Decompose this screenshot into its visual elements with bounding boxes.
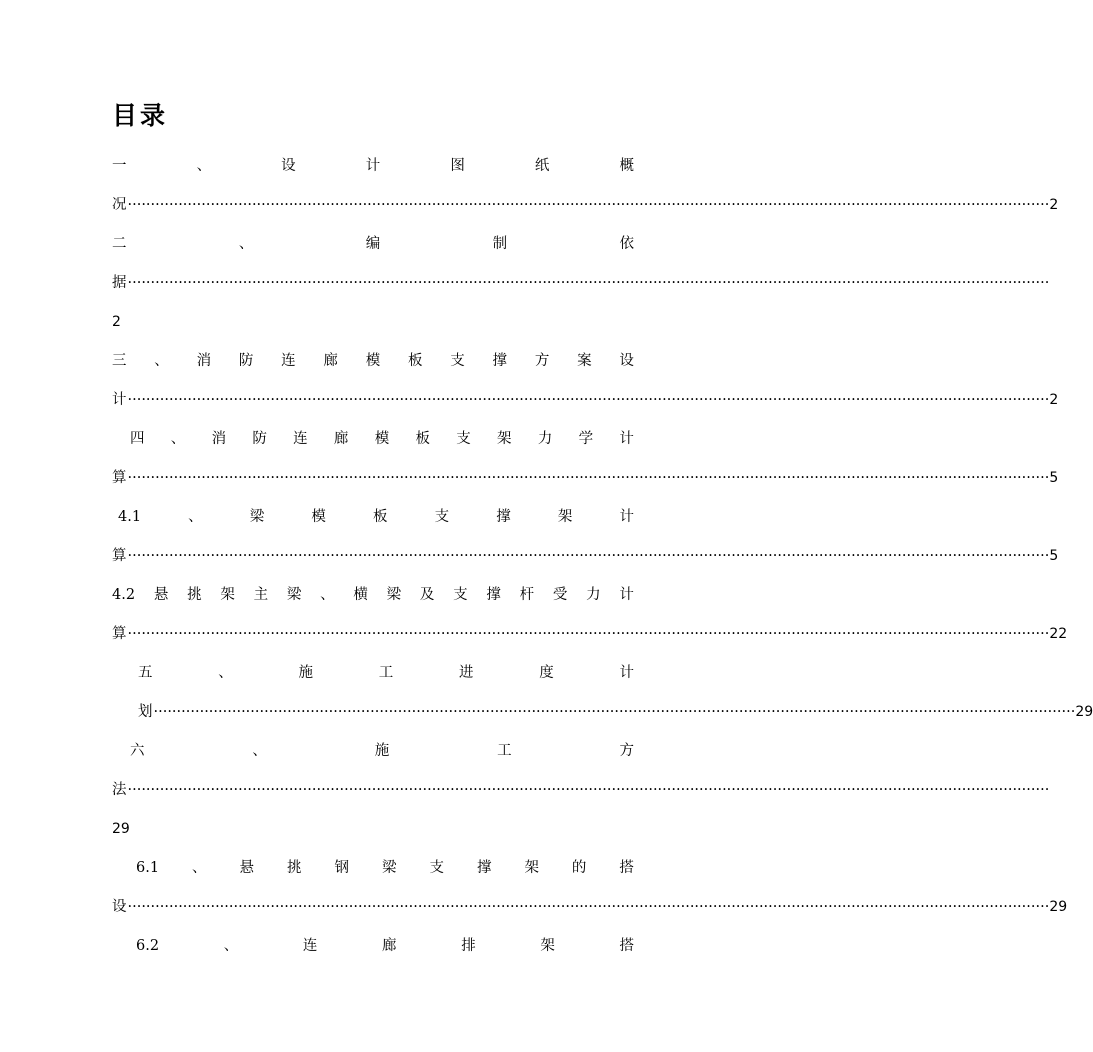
page-number: 29 — [1075, 704, 1093, 720]
toc-char: 廊 — [323, 353, 338, 369]
toc-entry-text: 据 — [112, 275, 128, 291]
toc-char: 二 — [112, 236, 127, 252]
toc-char: 支 — [456, 431, 471, 447]
toc-entry-2-line1[interactable] — [112, 232, 634, 256]
toc-entry-text: 况 — [112, 197, 128, 213]
toc-char: 挑 — [287, 860, 302, 876]
toc-char: 计 — [619, 587, 634, 603]
toc-char: 6.2 — [136, 938, 160, 954]
toc-char: 三 — [112, 353, 127, 369]
toc-char: 模 — [365, 353, 381, 369]
toc-char: 消 — [196, 353, 212, 369]
toc-char: 搭 — [619, 938, 634, 954]
toc-char: 架 — [497, 431, 512, 447]
toc-char: 梁 — [386, 587, 402, 603]
toc-char: 设 — [281, 158, 296, 174]
toc-char: 主 — [253, 587, 269, 603]
page-number: 2 — [1049, 197, 1059, 213]
toc-entry-9-line2[interactable] — [112, 895, 1068, 919]
toc-char: 架 — [524, 860, 539, 876]
toc-char: 6.1 — [136, 860, 160, 876]
toc-entry-3-line2[interactable] — [112, 388, 1059, 412]
toc-entry-5-line2[interactable] — [112, 544, 1059, 568]
page-number[interactable]: 2 — [112, 314, 121, 330]
toc-entry-8-line2[interactable] — [112, 778, 1050, 802]
toc-char: 纸 — [534, 158, 550, 174]
toc-entry-8-line1[interactable] — [130, 739, 634, 763]
dot-leader: ········································································································································································································ — [127, 899, 1050, 915]
toc-char: 撑 — [486, 587, 501, 603]
toc-char: 横 — [353, 587, 368, 603]
toc-char: 力 — [537, 431, 553, 447]
toc-char: 支 — [429, 860, 444, 876]
page-number: 2 — [1049, 392, 1059, 408]
toc-char: 一 — [112, 158, 127, 174]
toc-char: 撑 — [496, 509, 511, 525]
page-number: 22 — [1049, 626, 1068, 642]
toc-char: 撑 — [492, 353, 508, 369]
toc-char: 支 — [453, 587, 468, 603]
toc-char: 、 — [170, 431, 186, 447]
toc-char: 制 — [492, 236, 508, 252]
toc-char: 图 — [450, 158, 465, 174]
toc-entry-2-line2[interactable] — [112, 271, 1050, 295]
toc-char: 搭 — [619, 860, 634, 876]
toc-char: 板 — [373, 509, 388, 525]
toc-char: 梁 — [286, 587, 302, 603]
toc-char: 五 — [138, 665, 153, 681]
toc-char: 防 — [252, 431, 267, 447]
toc-char: 案 — [577, 353, 592, 369]
toc-char: 4.1 — [118, 509, 142, 525]
toc-char: 施 — [298, 665, 313, 681]
toc-char: 撑 — [476, 860, 492, 876]
toc-char: 计 — [619, 509, 634, 525]
toc-entry-9-line1[interactable] — [136, 856, 634, 880]
toc-entry-4-line1[interactable] — [130, 427, 634, 451]
dot-leader: ········································································································································································································ — [127, 197, 1050, 213]
toc-char: 计 — [619, 665, 634, 681]
toc-char: 支 — [450, 353, 465, 369]
toc-char: 方 — [619, 743, 634, 759]
toc-entry-text: 设 — [112, 899, 128, 915]
dot-leader: ········································································································································································································ — [127, 470, 1050, 486]
toc-char: 架 — [557, 509, 573, 525]
dot-leader: ········································································································································································································ — [127, 782, 1050, 798]
toc-entry-7-line2[interactable] — [138, 700, 1093, 724]
toc-char: 梁 — [249, 509, 265, 525]
toc-char: 悬 — [239, 860, 255, 876]
toc-char: 依 — [619, 236, 634, 252]
toc-char: 工 — [497, 743, 512, 759]
toc-char: 廊 — [333, 431, 349, 447]
toc-char: 进 — [459, 665, 474, 681]
toc-char: 排 — [461, 938, 476, 954]
toc-title: 目录 — [112, 101, 169, 130]
toc-char: 度 — [539, 665, 554, 681]
toc-entry-6-line1[interactable] — [112, 583, 634, 607]
toc-char: 及 — [419, 587, 435, 603]
toc-char: 编 — [365, 236, 381, 252]
toc-char: 架 — [220, 587, 235, 603]
toc-char: 模 — [374, 431, 390, 447]
toc-char: 支 — [434, 509, 450, 525]
toc-entry-text: 法 — [112, 782, 128, 798]
toc-char: 四 — [130, 431, 145, 447]
toc-entry-1-line1[interactable] — [112, 154, 634, 178]
toc-char: 工 — [378, 665, 394, 681]
toc-char: 、 — [154, 353, 169, 369]
toc-char: 、 — [320, 587, 335, 603]
toc-char: 六 — [130, 743, 145, 759]
toc-char: 悬 — [153, 587, 169, 603]
toc-char: 连 — [302, 938, 318, 954]
toc-char: 概 — [619, 158, 634, 174]
toc-char: 、 — [223, 938, 239, 954]
toc-entry-4-line2[interactable] — [112, 466, 1059, 490]
toc-char: 连 — [293, 431, 308, 447]
toc-entry-3-line1[interactable] — [112, 349, 634, 373]
toc-char: 消 — [211, 431, 227, 447]
toc-entry-text: 算 — [112, 470, 128, 486]
toc-char: 施 — [374, 743, 390, 759]
toc-char: 连 — [281, 353, 296, 369]
toc-char: 板 — [415, 431, 430, 447]
toc-entry-text: 划 — [138, 704, 154, 720]
toc-char: 模 — [311, 509, 326, 525]
toc-entry-5-line1[interactable] — [118, 505, 634, 529]
page-number: 5 — [1049, 470, 1059, 486]
toc-entry-text: 算 — [112, 548, 128, 564]
toc-char: 、 — [192, 860, 207, 876]
toc-entry-text: 计 — [112, 392, 128, 408]
dot-leader: ········································································································································································································ — [127, 275, 1050, 291]
toc-char: 杆 — [519, 587, 535, 603]
toc-char: 受 — [552, 587, 568, 603]
toc-char: 架 — [540, 938, 555, 954]
toc-char: 学 — [578, 431, 594, 447]
page-number[interactable]: 29 — [112, 821, 130, 837]
toc-entry-6-line2[interactable] — [112, 622, 1068, 646]
toc-char: 板 — [407, 353, 423, 369]
toc-entry-10-line1[interactable] — [136, 934, 634, 958]
toc-char: 、 — [238, 236, 254, 252]
toc-char: 挑 — [187, 587, 202, 603]
toc-char: 方 — [534, 353, 550, 369]
toc-char: 的 — [571, 860, 587, 876]
dot-leader: ········································································································································································································ — [127, 626, 1050, 642]
toc-entry-7-line1[interactable] — [138, 661, 634, 685]
toc-char: 4.2 — [112, 587, 136, 603]
toc-char: 廊 — [382, 938, 397, 954]
toc-char: 防 — [238, 353, 254, 369]
dot-leader: ········································································································································································································ — [127, 548, 1050, 564]
toc-char: 、 — [218, 665, 233, 681]
toc-char: 、 — [188, 509, 203, 525]
toc-char: 、 — [196, 158, 212, 174]
dot-leader: ········································································································································································································ — [153, 704, 1076, 720]
toc-char: 计 — [619, 431, 634, 447]
page-number: 29 — [1049, 899, 1068, 915]
toc-entry-text: 算 — [112, 626, 128, 642]
toc-char: 计 — [365, 158, 381, 174]
dot-leader: ········································································································································································································ — [127, 392, 1050, 408]
toc-char: 梁 — [381, 860, 397, 876]
page-number: 5 — [1049, 548, 1059, 564]
toc-entry-1-line2[interactable] — [112, 193, 1059, 217]
toc-char: 、 — [252, 743, 267, 759]
toc-char: 设 — [619, 353, 634, 369]
toc-char: 力 — [586, 587, 601, 603]
toc-char: 钢 — [334, 860, 349, 876]
